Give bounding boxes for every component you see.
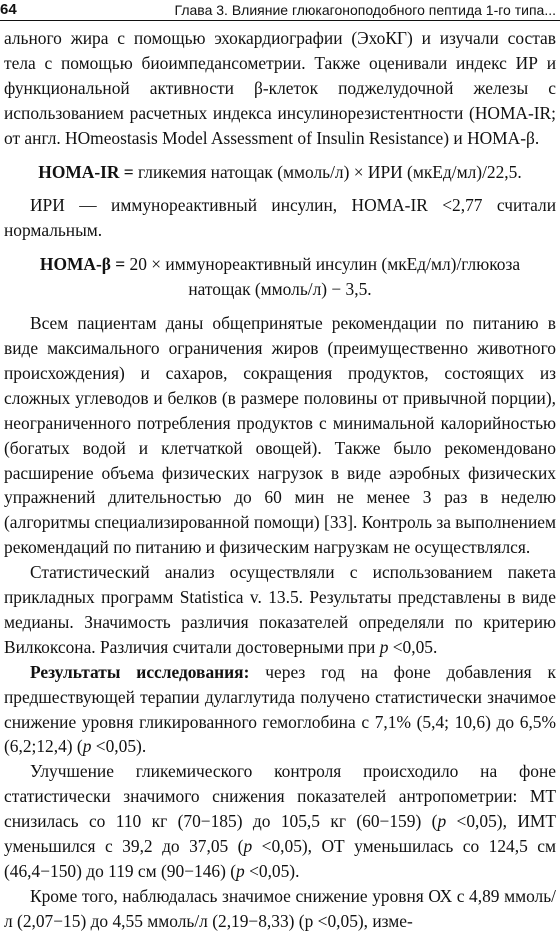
statistics-threshold: <0,05.	[388, 636, 438, 657]
formula-homa-beta-label: HOMA-β =	[39, 254, 126, 275]
paragraph-anthropometry	[4, 759, 556, 884]
results-text: через год на фоне добавления к предшествующей терапии дулаглутида получено статистически значимое снижение уровня гликированного гемоглобина с 7,1% (5,4; 10,6) до 6,5% (6,2;12,4) (	[4, 661, 556, 757]
formula-homa-beta-line1: 20 × иммунореактивный инсулин (мкЕд/мл)/глюкоза	[125, 254, 521, 275]
anthropometry-text-2: <0,05), ИМТ уменьшился с 39,2 до 37,05 (	[4, 811, 556, 857]
anthropometry-text-1: Улучшение гликемического контроля происходило на фоне статистически значимого снижения показателей антропометрии: МТ снизилась со 110 кг (70−185) до 105,5 кг (60−159) (	[4, 761, 556, 832]
anthropometry-text-4: <0,05).	[244, 861, 300, 881]
formula-homa-ir-label: HOMA-IR =	[38, 161, 134, 182]
page-body	[4, 26, 556, 934]
p-value-symbol: p	[236, 861, 245, 881]
results-threshold: <0,05).	[91, 736, 147, 757]
p-value-symbol: p	[437, 811, 447, 832]
paragraph-results	[4, 660, 556, 760]
anthropometry-text-3: <0,05), ОТ уменьшилась со 124,5 см (46,4−150) до 119 см (90−146) (	[4, 836, 556, 881]
page-number: 64	[0, 1, 17, 18]
paragraph-iri: ИРИ — иммунореактивный инсулин, HOMA-IR <2,77 считали нормальным.	[4, 195, 556, 241]
paragraph-statistics	[4, 560, 556, 660]
formula-homa-ir	[4, 160, 556, 185]
paragraph-cholesterol: Кроме того, наблюдалась значимое снижение уровня ОХ с 4,89 ммоль/л (2,07−15) до 4,55 ммоль/л (2,19−8,33) (p <0,05), изме-	[4, 885, 556, 931]
p-value-symbol: p	[82, 736, 92, 757]
paragraph-intro: ального жира с помощью эхокардиографии (ЭхоКГ) и изучали состав тела с помощью биоимпедансометрии. Также оценивали индекс ИР и функциональной активности β-клеток поджелудочной железы с использованием расчетных индекса инсулинорезистентности (HOMA-IR; от англ. HOmeostasis Model Assessment of Insulin Resistance) и HOMA-β.	[4, 28, 556, 148]
statistics-text: Статистический анализ осуществляли с использованием пакета прикладных программ Statistica v. 13.5. Результаты представлены в виде медианы. Значимость различия показателей определяли по критерию Вилкоксона. Различия считали достоверными при	[4, 562, 556, 657]
results-heading: Результаты исследования:	[30, 661, 250, 682]
p-value-symbol: p	[243, 836, 253, 857]
paragraph-recommendations: Всем пациентам даны общепринятые рекомендации по питанию в виде максимального ограничения жиров (преимущественно животного происхождения) и сахаров, сокращения продуктов, состоящих из сложных углеводов и белков (в размере половины от привычной порции), неограниченного потребления продуктов с минимальной калорийностью (богатых водой и клетчаткой овощей). Также было рекомендовано расширение объема физических нагрузок в виде аэробных физических упражнений длительностью до 60 мин не менее 3 раз в неделю (алгоритмы специализированной помощи) [33]. Контроль за выполнением рекомендаций по питанию и физическим нагрузкам не осуществлялся.	[4, 313, 557, 558]
page-header	[0, 0, 560, 22]
formula-homa-beta	[4, 252, 556, 302]
formula-homa-beta-line2: натощак (ммоль/л) − 3,5.	[188, 279, 372, 300]
header-rule	[0, 20, 560, 21]
running-title: Глава 3. Влияние глюкагоноподобного пептида 1-го типа...	[174, 2, 556, 18]
p-value-symbol: p	[379, 636, 389, 657]
formula-homa-ir-text: гликемия натощак (ммоль/л) × ИРИ (мкЕд/мл)/22,5.	[133, 161, 522, 182]
